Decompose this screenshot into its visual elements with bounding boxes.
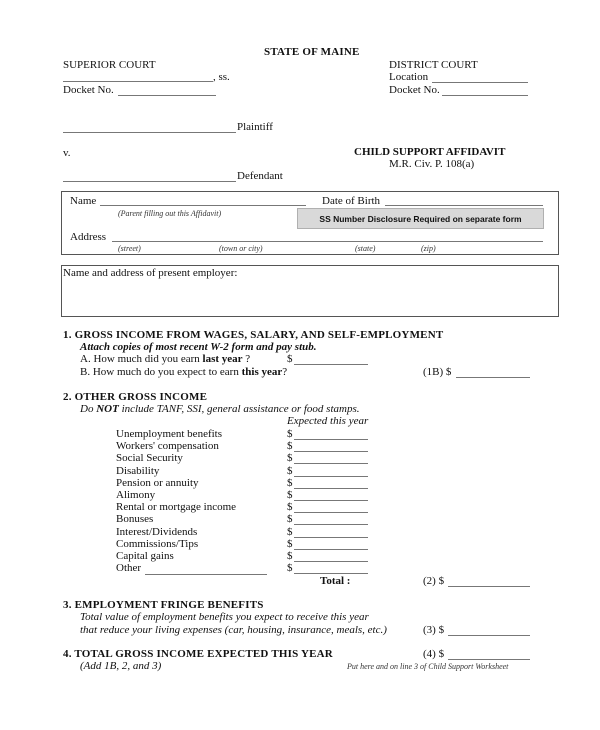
section1-b-ref: (1B) $ <box>423 366 452 378</box>
other-income-label: Commissions/Tips <box>116 537 199 550</box>
section1-a: A. How much did you earn last year ? <box>80 353 251 365</box>
other-income-dollar: $ <box>287 501 293 514</box>
other-income-dollar: $ <box>287 428 293 440</box>
county-field[interactable] <box>63 81 213 82</box>
other-income-dollar: $ <box>287 562 293 575</box>
street-hint: (street) <box>118 244 141 253</box>
section4-title: 4. TOTAL GROSS INCOME EXPECTED THIS YEAR <box>63 648 333 660</box>
other-income-field[interactable] <box>294 561 368 562</box>
other-income-field[interactable] <box>294 451 368 452</box>
ssn-notice: SS Number Disclosure Required on separate form <box>297 208 544 229</box>
address-label: Address <box>70 231 107 243</box>
name-field[interactable] <box>100 205 306 206</box>
district-court-label: DISTRICT COURT <box>389 59 478 71</box>
rule-reference: M.R. Civ. P. 108(a) <box>389 158 475 170</box>
docket-left-field[interactable] <box>118 95 216 96</box>
other-income-label: Workers' compensation <box>116 440 219 453</box>
other-income-label: Capital gains <box>116 550 174 562</box>
section1-b-field[interactable] <box>456 377 530 378</box>
other-income-label: Disability <box>116 464 160 477</box>
section4-field[interactable] <box>448 659 530 660</box>
plaintiff-field[interactable] <box>63 132 236 133</box>
defendant-label: Defendant <box>237 170 283 182</box>
section1-note: Attach copies of most recent W-2 form and pay stub. <box>80 341 317 353</box>
section3-line2: that reduce your living expenses (car, housing, insurance, meals, etc.) <box>80 624 387 636</box>
other-income-label: Social Security <box>116 452 183 465</box>
section2-note: Do NOT include TANF, SSI, general assistance or food stamps. <box>80 403 360 415</box>
other-income-label: Rental or mortgage income <box>116 501 237 514</box>
other-income-label: Interest/Dividends <box>116 525 198 538</box>
other-description-field[interactable] <box>145 574 267 575</box>
section3-line1: Total value of employment benefits you expect to receive this year <box>80 611 369 623</box>
affidavit-title: CHILD SUPPORT AFFIDAVIT <box>354 146 506 158</box>
name-hint: (Parent filling out this Affidavit) <box>118 209 222 218</box>
section3-ref: (3) $ <box>423 624 445 636</box>
versus-label: v. <box>63 147 71 159</box>
docket-right-field[interactable] <box>442 95 528 96</box>
other-income-dollar: $ <box>287 550 293 562</box>
expected-column-header: Expected this year <box>287 415 369 427</box>
docket-left-label: Docket No. <box>63 84 114 96</box>
town-hint: (town or city) <box>219 244 263 253</box>
section1-a-field[interactable] <box>294 364 368 365</box>
total-label: Total : <box>320 575 351 587</box>
section4-ref: (4) $ <box>423 648 445 660</box>
zip-hint: (zip) <box>421 244 436 253</box>
section1-a-dollar: $ <box>287 353 293 365</box>
total-field[interactable] <box>448 586 530 587</box>
total-ref: (2) $ <box>423 575 445 587</box>
docket-right-label: Docket No. <box>389 84 440 96</box>
defendant-field[interactable] <box>63 181 236 182</box>
other-income-dollar: $ <box>287 537 293 550</box>
section3-title: 3. EMPLOYMENT FRINGE BENEFITS <box>63 599 264 611</box>
state-title: STATE OF MAINE <box>264 46 360 58</box>
section4-note: Put here and on line 3 of Child Support Worksheet <box>347 662 509 671</box>
other-income-field[interactable] <box>294 512 368 513</box>
address-field[interactable] <box>112 241 543 242</box>
other-income-field[interactable] <box>294 488 368 489</box>
state-hint: (state) <box>355 244 376 253</box>
employer-label: Name and address of present employer: <box>63 267 238 279</box>
location-field[interactable] <box>432 82 528 83</box>
other-income-field[interactable] <box>294 500 368 501</box>
other-income-dollar: $ <box>287 440 293 453</box>
other-income-dollar: $ <box>287 464 293 477</box>
other-income-dollar: $ <box>287 476 293 489</box>
other-income-field[interactable] <box>294 463 368 464</box>
section3-field[interactable] <box>448 635 530 636</box>
section2-title: 2. OTHER GROSS INCOME <box>63 391 208 403</box>
other-income-label: Alimony <box>116 489 156 501</box>
dob-label: Date of Birth <box>322 195 381 207</box>
location-label: Location <box>389 71 429 83</box>
other-income-field[interactable] <box>294 537 368 538</box>
section1-b: B. How much do you expect to earn this year? <box>80 366 288 378</box>
superior-court-label: SUPERIOR COURT <box>63 59 156 71</box>
section1-title: 1. GROSS INCOME FROM WAGES, SALARY, AND SELF-EMPLOYMENT <box>63 329 444 341</box>
other-income-field[interactable] <box>294 549 368 550</box>
other-income-label: Pension or annuity <box>116 476 199 489</box>
other-income-field[interactable] <box>294 439 368 440</box>
other-income-field[interactable] <box>294 476 368 477</box>
other-income-field[interactable] <box>294 524 368 525</box>
plaintiff-label: Plaintiff <box>237 121 273 133</box>
other-income-label: Bonuses <box>116 513 154 526</box>
section4-sub: (Add 1B, 2, and 3) <box>80 660 162 672</box>
name-label: Name <box>70 195 97 207</box>
other-income-dollar: $ <box>287 489 293 501</box>
ss-label: , ss. <box>213 71 230 83</box>
dob-field[interactable] <box>385 205 543 206</box>
other-income-dollar: $ <box>287 513 293 526</box>
other-income-dollar: $ <box>287 525 293 538</box>
other-income-label: Unemployment benefits <box>116 428 223 440</box>
other-income-dollar: $ <box>287 452 293 465</box>
other-income-label: Other <box>116 562 142 575</box>
